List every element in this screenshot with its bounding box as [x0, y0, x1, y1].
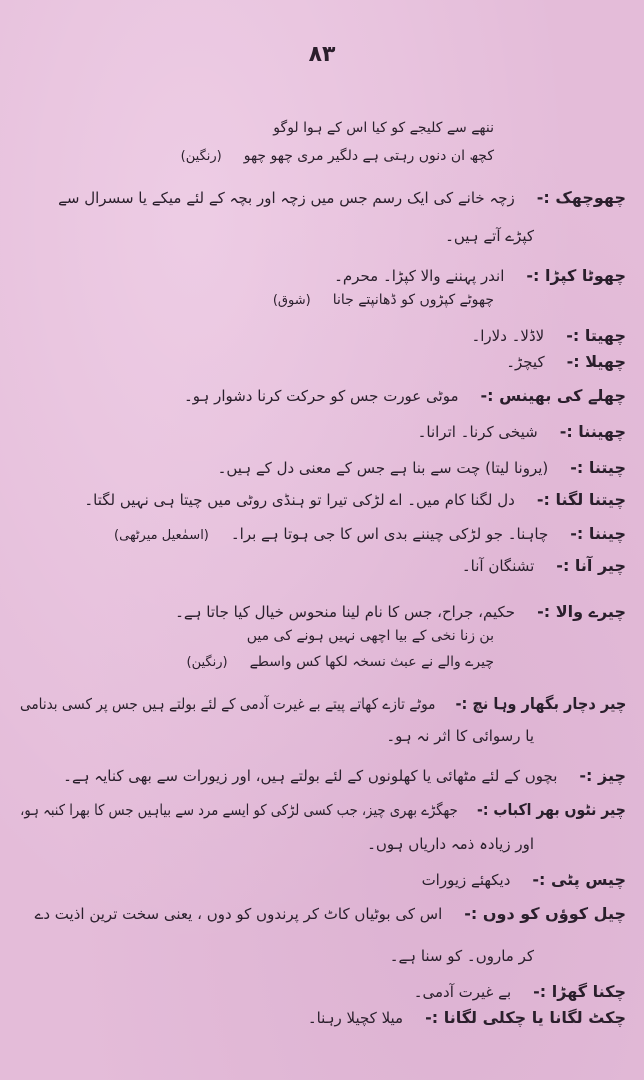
dictionary-entry: [218, 458, 626, 478]
line-text: یا رسوائی کا اثر نہ ہو۔: [386, 727, 534, 745]
entry-definition: کیچڑ۔: [506, 353, 545, 371]
entry-definition: بچوں کے لئے مٹھائی یا کھلونوں کے لئے بولتے ہیں، اور زیورات سے بھی کنایہ ہے۔: [63, 767, 558, 785]
entry-term: چیرے والا :-: [537, 602, 626, 621]
source-attribution: (شوق): [272, 293, 311, 308]
entry-term: چھیننا :-: [559, 422, 626, 441]
entry-continuation: [445, 226, 534, 246]
dictionary-entry: [422, 870, 626, 890]
line-text: کر ماروں۔ کو سنا ہے۔: [389, 947, 534, 965]
entry-term: چیر دچار بگھار وہا نچ :-: [455, 694, 626, 713]
entry-term: چھوٹا کپڑا :-: [526, 266, 626, 285]
line-text: بن زنا نخی کے بیا اچھی نہیں ہونے کی میں: [246, 628, 494, 644]
page-number: ۸۳: [308, 42, 336, 67]
entry-definition: شیخی کرنا۔ اترانا۔: [417, 423, 538, 441]
dictionary-entry: [58, 188, 626, 208]
verse-line: [273, 290, 494, 311]
entry-definition: اس کی بوٹیاں کاٹ کر پرندوں کو دوں ، یعنی سخت ترین اذیت دے: [34, 905, 443, 923]
dictionary-entry: [334, 266, 626, 286]
entry-term: چیر نٹوں بھر اکباب :-: [477, 800, 626, 819]
dictionary-entry: [35, 904, 626, 924]
entry-term: چھلے کی بھینس :-: [480, 386, 626, 405]
dictionary-entry: [506, 352, 626, 372]
entry-definition: موٹی عورت جس کو حرکت کرنا دشوار ہو۔: [183, 387, 459, 405]
entry-definition: لاڈلا۔ دلارا۔: [471, 327, 545, 345]
dictionary-entry: [184, 386, 626, 406]
line-text: چھوٹے کپڑوں کو ڈھانپتے جانا: [332, 292, 494, 308]
entry-definition: چاہنا۔ جو لڑکی چیننے بدی اس کا جی ہوتا ہے برا۔: [230, 525, 549, 543]
entry-definition: دیکھئے زیورات: [421, 871, 511, 889]
entry-term: چیز :-: [579, 766, 626, 785]
entry-term: چیس پٹی :-: [532, 870, 626, 889]
entry-term: چیل کوؤں کو دوں :-: [464, 904, 626, 923]
verse-line: [247, 626, 494, 646]
dictionary-entry: [414, 982, 626, 1002]
entry-term: چیتنا لگنا :-: [536, 490, 626, 509]
line-text: اور زیادہ ذمہ داریاں ہوں۔: [367, 835, 534, 853]
entry-definition: موٹے تازے کھاتے پیتے بے غیرت آدمی کے لئے بولتے ہیں جس پر کسی بدنامی: [19, 695, 436, 713]
line-text: چیرے والے نے عبث نسخہ لکھا کس واسطے: [249, 654, 494, 670]
dictionary-entry: [84, 490, 626, 510]
verse-line: [187, 652, 494, 673]
dictionary-entry: [114, 524, 626, 546]
entry-term: چیتنا :-: [570, 458, 626, 477]
dictionary-entry: [175, 602, 626, 622]
entry-term: چھوچھک :-: [536, 188, 626, 207]
dictionary-entry: [20, 800, 626, 820]
dictionary-entry: [418, 422, 626, 442]
entry-continuation: [386, 726, 534, 746]
verse-line: [273, 118, 494, 138]
source-attribution: (رنگین): [180, 149, 222, 164]
line-text: کچھ ان دنوں رہتی ہے دلگیر مری چھو چھو: [243, 148, 494, 164]
dictionary-entry: [63, 766, 626, 786]
entry-definition: جھگڑے بھری چیز، جب کسی لڑکی کو ایسے مرد سے بیاہیں جس کا بھرا کنبہ ہو،: [20, 801, 458, 819]
source-attribution: (اسمٰعیل میرٹھی): [114, 528, 209, 543]
entry-definition: (یرونا لیتا) چت سے بنا ہے جس کے معنی دل کے ہیں۔: [217, 459, 549, 477]
entry-definition: دل لگنا کام میں۔ اے لڑکی تیرا تو ہنڈی روٹی میں چیتا ہی نہیں لگتا۔: [84, 491, 515, 509]
entry-definition: بے غیرت آدمی۔: [413, 983, 512, 1001]
dictionary-entry: [20, 694, 626, 714]
entry-continuation: [390, 946, 534, 966]
entry-term: چھیتا :-: [566, 326, 626, 345]
verse-line: [181, 146, 494, 167]
entry-term: چیر آنا :-: [556, 556, 626, 575]
source-attribution: (رنگین): [186, 655, 228, 670]
entry-definition: تشنگان آنا۔: [461, 557, 535, 575]
entry-term: چیننا :-: [570, 524, 626, 543]
dictionary-entry: [471, 326, 626, 346]
dictionary-entry: [308, 1008, 626, 1028]
entry-term: چھیلا :-: [566, 352, 626, 371]
entry-term: چکنا گھڑا :-: [533, 982, 626, 1001]
entry-definition: حکیم، جراح، جس کا نام لینا منحوس خیال کیا جاتا ہے۔: [175, 603, 516, 621]
line-text: کپڑے آتے ہیں۔: [445, 227, 534, 245]
entry-definition: اندر پہننے والا کپڑا۔ محرم۔: [334, 267, 505, 285]
entry-continuation: [367, 834, 534, 854]
dictionary-entry: [462, 556, 626, 576]
entry-term: چکٹ لگانا یا چکلی لگانا :-: [425, 1008, 626, 1027]
entry-definition: میلا کچیلا رہنا۔: [307, 1009, 404, 1027]
entry-definition: زچہ خانے کی ایک رسم جس میں زچہ اور بچہ کے لئے میکے یا سسرال سے: [58, 189, 515, 207]
line-text: ننھے سے کلیجے کو کیا اس کے ہوا لوگو: [273, 120, 494, 136]
